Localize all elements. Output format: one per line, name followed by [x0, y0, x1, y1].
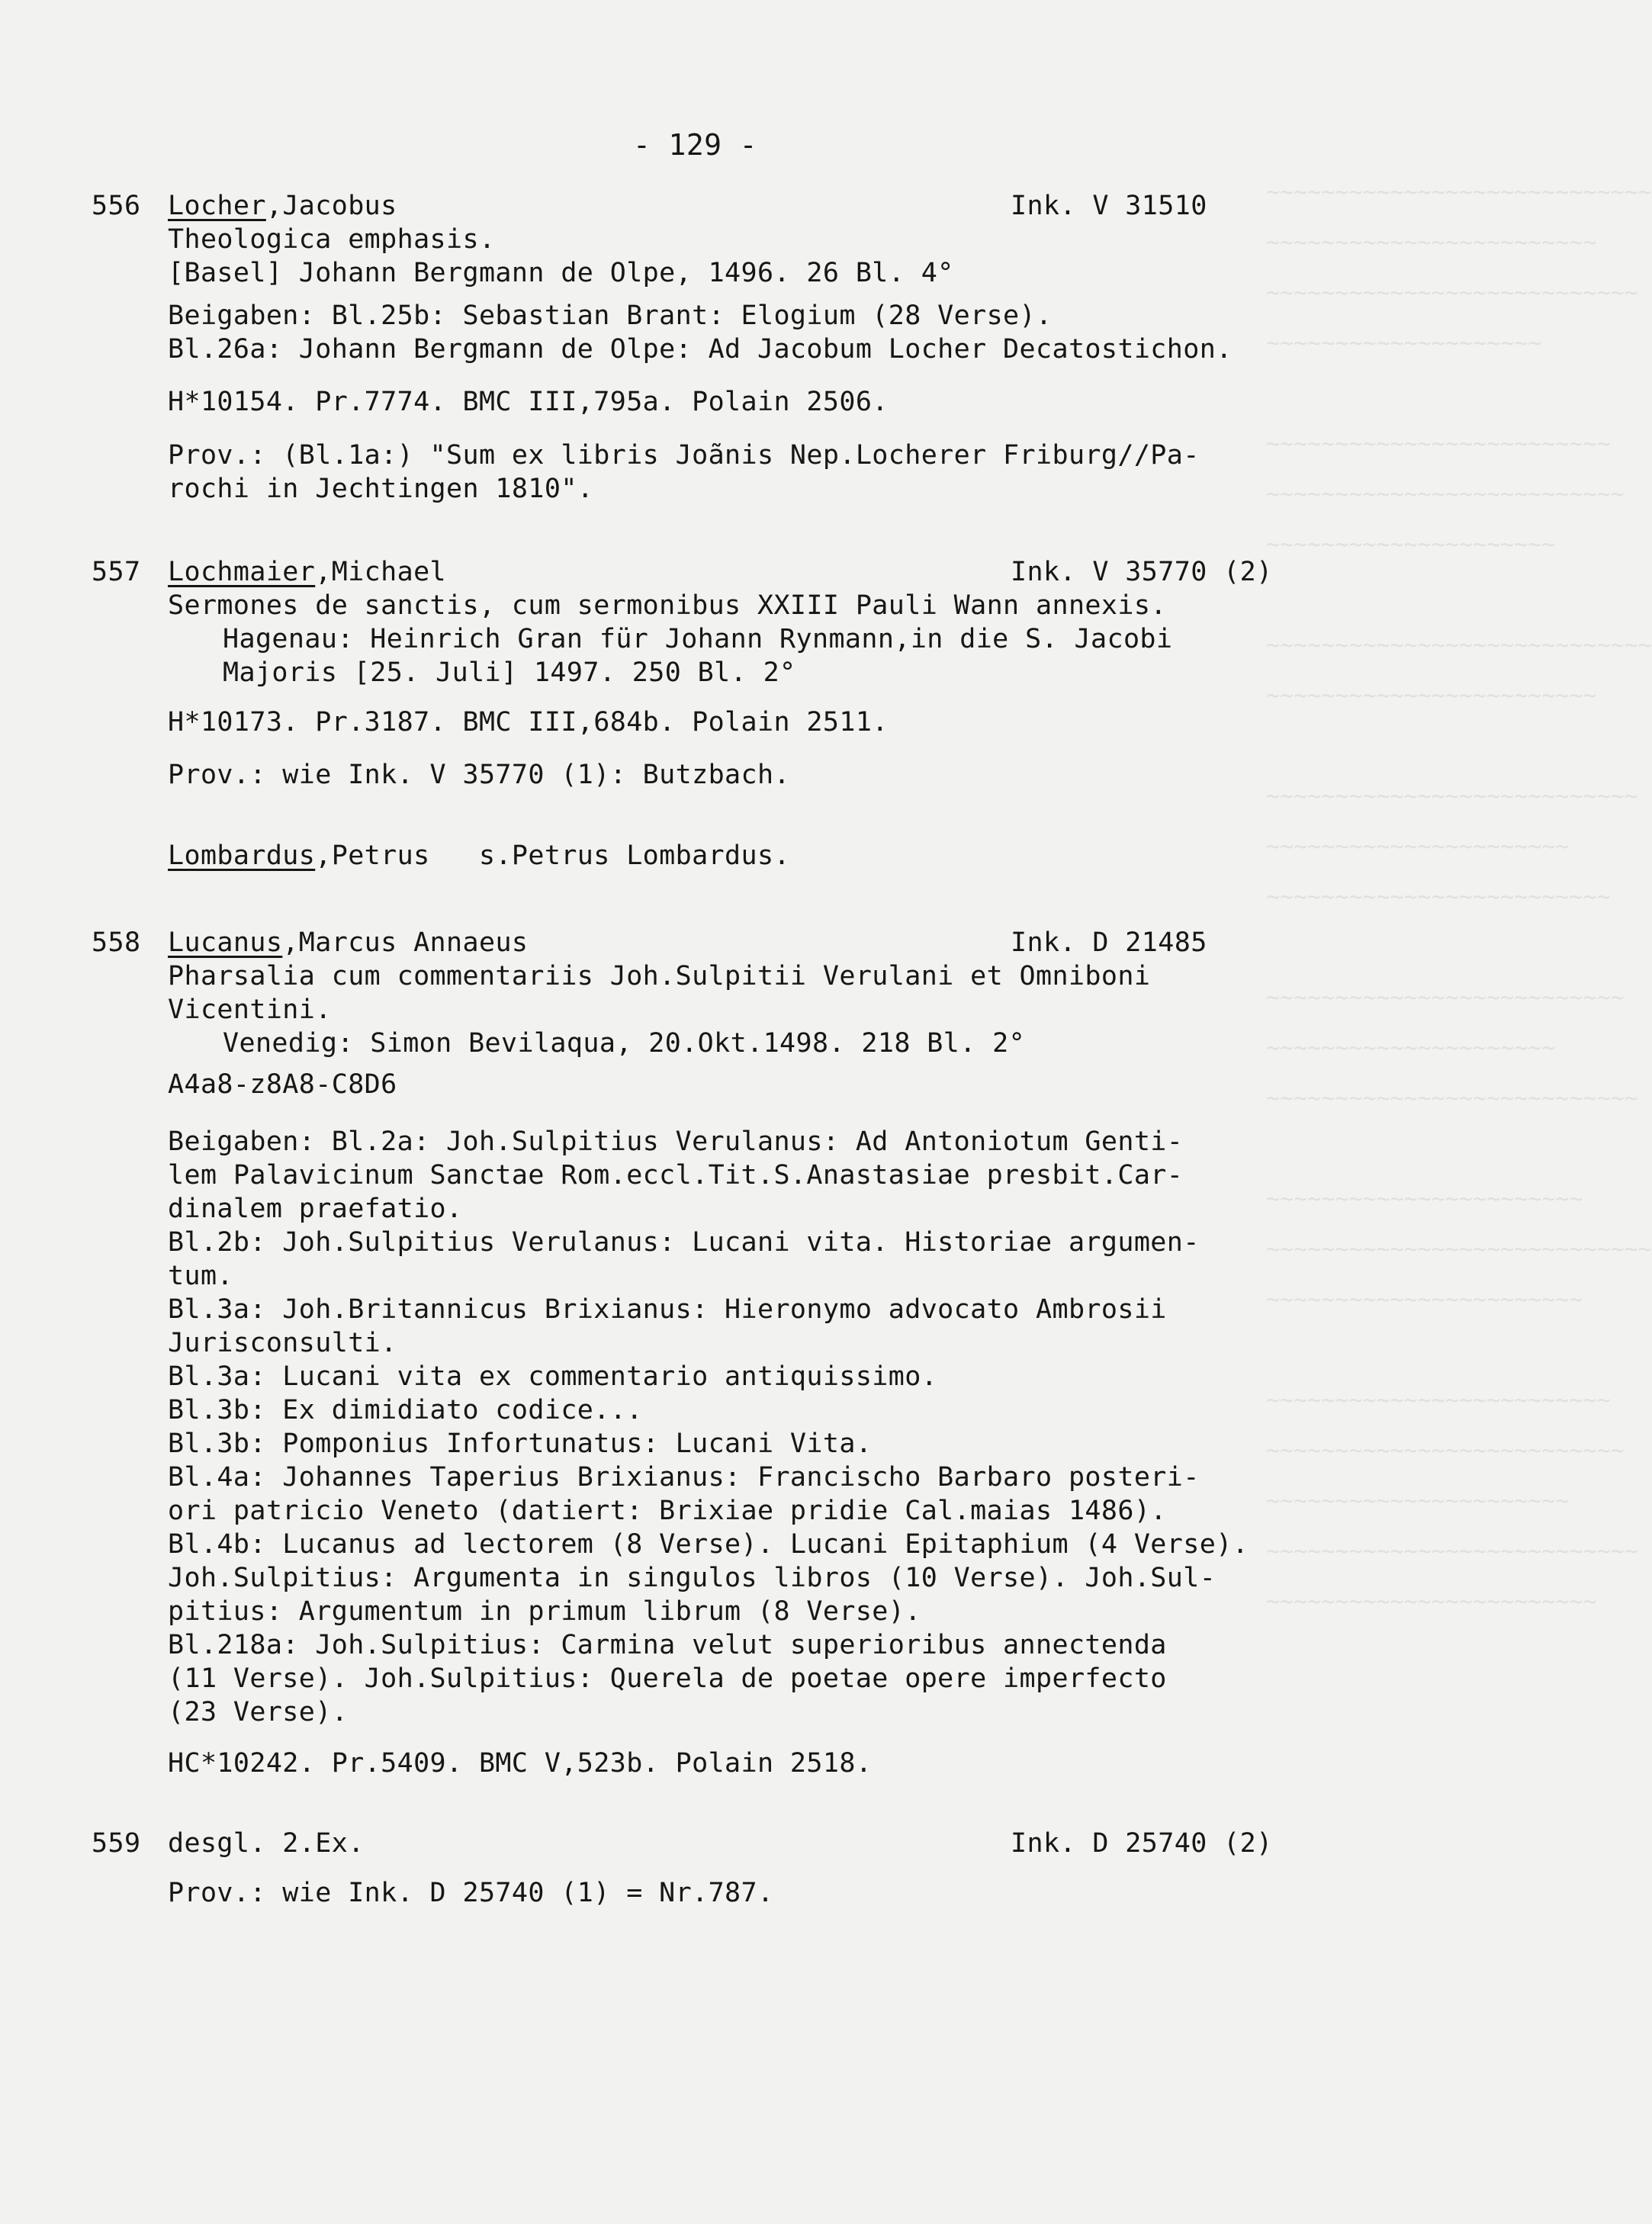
supplements-line: lem Palavicinum Sanctae Rom.eccl.Tit.S.Anastasiae presbit.Car- — [168, 1160, 1184, 1191]
imprint-line: [Basel] Johann Bergmann de Olpe, 1496. 26 Bl. 4° — [168, 258, 954, 288]
shelfmark: Ink. V 31510 — [1011, 191, 1207, 221]
title-line: Theologica emphasis. — [168, 224, 496, 255]
supplements-line: tum. — [168, 1261, 233, 1291]
supplements-line: (23 Verse). — [168, 1697, 349, 1727]
cross-reference — [168, 839, 790, 873]
shelfmark: Ink. D 21485 — [1011, 927, 1207, 958]
author-surname: Locher — [168, 191, 266, 221]
show-through-text: ~~~~~~~~~~~~~~~~~~~~~~~~~~~~ ~~~~~~~~~~~~~~~~~~~~~~~~ ~~~~~~~~~~~~~~~~~~~~~~~~~~~ ~~~~~~~~~~~~~~~~~~~~ ~~~~~~~~~~~~~~~~~~~~~~~~~ ~~~~~~~~~~~~~~~~~~~~~~~~~~ ~~~~~~~~~~~~~~~~~~~~~ ~~~~~~~~~~~~~~~~~~~~~~~~~~~~ ~~~~~~~~~~~~~~~~~~~~~~~~ ~~~~~~~~~~~~~~~~~~~~~~~~~~~ ~~~~~~~~~~~~~~~~~~~~~~ ~~~~~~~~~~~~~~~~~~~~~~~~~ ~~~~~~~~~~~~~~~~~~~~~~~~~~ ~~~~~~~~~~~~~~~~~~~~~ ~~~~~~~~~~~~~~~~~~~~~~~~~~~ ~~~~~~~~~~~~~~~~~~~~~~~ ~~~~~~~~~~~~~~~~~~~~~~~~~~~~ ~~~~~~~~~~~~~~~~~~~~~~~ ~~~~~~~~~~~~~~~~~~~~~~~~~ ~~~~~~~~~~~~~~~~~~~~~~~~~~ ~~~~~~~~~~~~~~~~~~~~~~ ~~~~~~~~~~~~~~~~~~~~~~~~~~~ ~~~~~~~~~~~~~~~~~~~~~~~~ — [1266, 179, 1652, 1615]
imprint-line: Venedig: Simon Bevilaqua, 20.Okt.1498. 218 Bl. 2° — [223, 1028, 1026, 1059]
cross-reference-text: ,Petrus s.Petrus Lombardus. — [315, 840, 790, 871]
author-forename: ,Marcus Annaeus — [282, 927, 529, 958]
collation-line: A4a8-z8A8-C8D6 — [168, 1069, 397, 1100]
author-surname: Lombardus — [168, 840, 316, 871]
title-line: Vicentini. — [168, 995, 332, 1025]
entry-heading — [168, 555, 446, 589]
supplements-line: dinalem praefatio. — [168, 1194, 463, 1224]
author-forename: ,Jacobus — [265, 191, 397, 221]
author-surname: Lucanus — [168, 927, 283, 958]
references-line: H*10154. Pr.7774. BMC III,795a. Polain 2506. — [168, 387, 889, 417]
supplements-line: Bl.3b: Ex dimidiato codice... — [168, 1395, 643, 1425]
supplements-line: Bl.3a: Lucani vita ex commentario antiquissimo. — [168, 1361, 938, 1392]
entry-number: 559 — [92, 1828, 141, 1859]
provenance-line: Prov.: (Bl.1a:) "Sum ex libris Joãnis Nep.Locherer Friburg//Pa- — [168, 440, 1200, 471]
provenance-line: rochi in Jechtingen 1810". — [168, 474, 594, 504]
supplements-line: Beigaben: Bl.25b: Sebastian Brant: Elogium (28 Verse). — [168, 300, 1053, 331]
supplements-line: Bl.4b: Lucanus ad lectorem (8 Verse). Lucani Epitaphium (4 Verse). — [168, 1529, 1249, 1560]
imprint-line: Hagenau: Heinrich Gran für Johann Rynmann,in die S. Jacobi — [223, 624, 1173, 654]
supplements-line: pitius: Argumentum in primum librum (8 Verse). — [168, 1596, 921, 1627]
supplements-line: Joh.Sulpitius: Argumenta in singulos libros (10 Verse). Joh.Sul- — [168, 1563, 1217, 1593]
author-forename: ,Michael — [315, 557, 447, 587]
title-line: Pharsalia cum commentariis Joh.Sulpitii Verulani et Omniboni — [168, 961, 1151, 991]
entry-number: 558 — [92, 927, 141, 958]
entry-number: 556 — [92, 191, 141, 221]
entry-heading: desgl. 2.Ex. — [168, 1828, 365, 1859]
supplements-line: Bl.218a: Joh.Sulpitius: Carmina velut superioribus annectenda — [168, 1630, 1167, 1660]
shelfmark: Ink. V 35770 (2) — [1011, 557, 1273, 587]
supplements-line: Bl.4a: Johannes Taperius Brixianus: Francischo Barbaro posteri- — [168, 1462, 1200, 1493]
shelfmark: Ink. D 25740 (2) — [1011, 1828, 1273, 1859]
supplements-line: Bl.2b: Joh.Sulpitius Verulanus: Lucani vita. Historiae argumen- — [168, 1227, 1200, 1258]
supplements-line: (11 Verse). Joh.Sulpitius: Querela de poetae opere imperfecto — [168, 1663, 1167, 1694]
supplements-line: Bl.3a: Joh.Britannicus Brixianus: Hieronymo advocato Ambrosii — [168, 1294, 1167, 1325]
title-line: Sermones de sanctis, cum sermonibus XXIII Pauli Wann annexis. — [168, 590, 1167, 621]
entry-number: 557 — [92, 557, 141, 587]
provenance-line: Prov.: wie Ink. D 25740 (1) = Nr.787. — [168, 1878, 774, 1908]
entry-heading — [168, 926, 528, 959]
supplements-line: Beigaben: Bl.2a: Joh.Sulpitius Verulanus: Ad Antoniotum Genti- — [168, 1126, 1184, 1157]
supplements-line: ori patricio Veneto (datiert: Brixiae pridie Cal.maias 1486). — [168, 1496, 1167, 1526]
provenance-line: Prov.: wie Ink. V 35770 (1): Butzbach. — [168, 760, 790, 790]
imprint-line: Majoris [25. Juli] 1497. 250 Bl. 2° — [223, 657, 796, 688]
supplements-line: Bl.3b: Pomponius Infortunatus: Lucani Vita. — [168, 1429, 873, 1459]
page-number: - 129 - — [633, 128, 757, 162]
supplements-line: Jurisconsulti. — [168, 1328, 397, 1358]
entry-heading — [168, 189, 397, 223]
references-line: HC*10242. Pr.5409. BMC V,523b. Polain 2518. — [168, 1748, 873, 1779]
supplements-line: Bl.26a: Johann Bergmann de Olpe: Ad Jacobum Locher Decatostichon. — [168, 334, 1233, 365]
author-surname: Lochmaier — [168, 557, 316, 587]
references-line: H*10173. Pr.3187. BMC III,684b. Polain 2511. — [168, 707, 889, 738]
